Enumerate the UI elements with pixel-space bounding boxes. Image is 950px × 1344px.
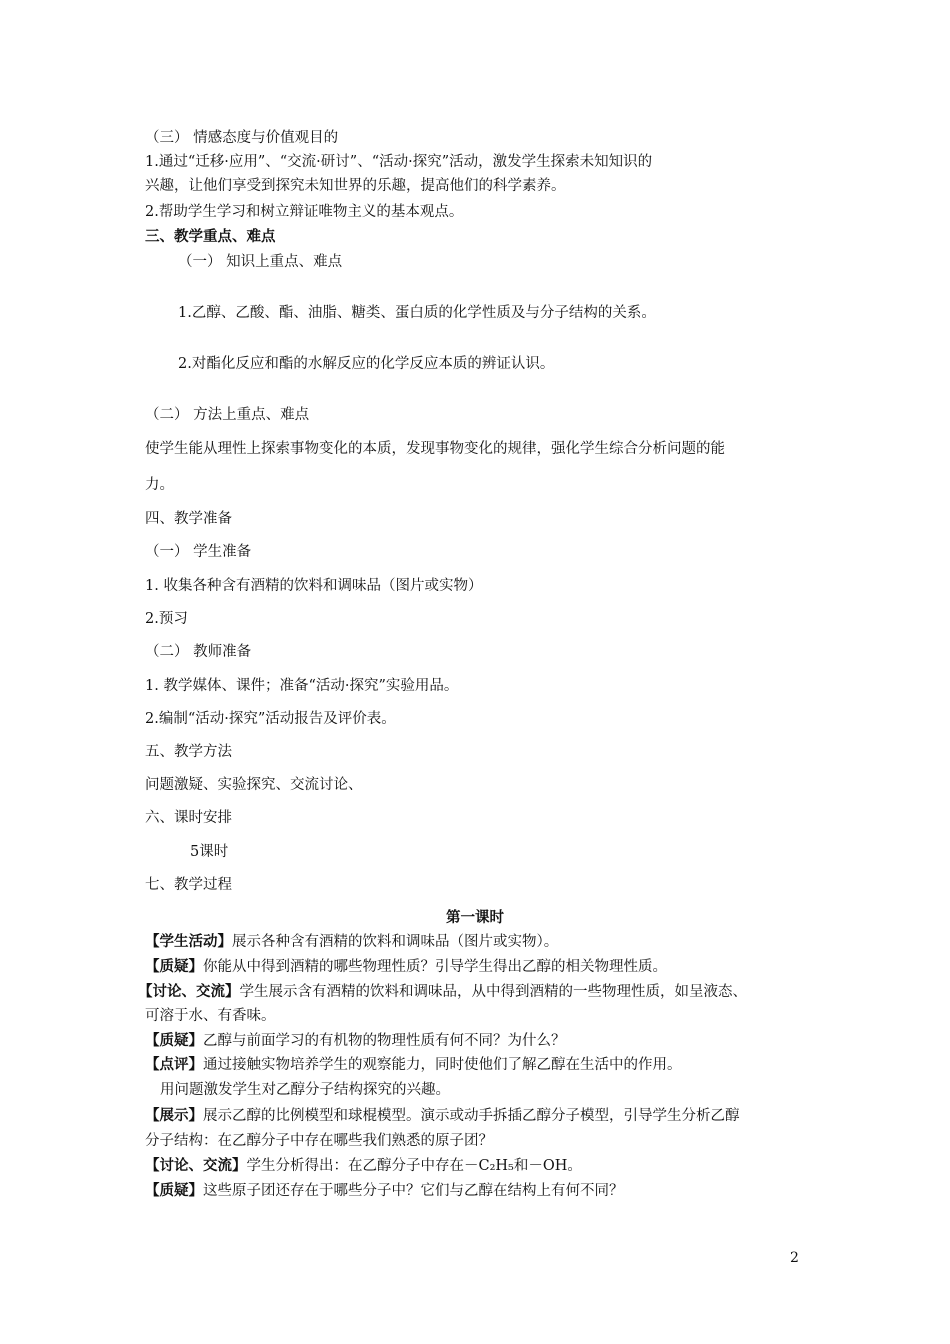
- dialog-tag: 【展示】: [145, 1107, 203, 1124]
- dialog-text: 这些原子团还存在于哪些分子中？它们与乙醇在结构上有何不同？: [203, 1183, 624, 1199]
- dialog-text: 展示乙醇的比例模型和球棍模型。演示或动手拆插乙醇分子模型，引导学生分析乙醇: [203, 1108, 740, 1124]
- dialog-text: 乙醇与前面学习的有机物的物理性质有何不同？为什么？: [203, 1033, 566, 1049]
- dialog-line: [145, 957, 667, 977]
- dialog-line: [160, 1080, 450, 1100]
- list-item: 2.预习: [145, 611, 188, 627]
- dialog-line: [145, 932, 558, 952]
- section-heading: 七、教学过程: [145, 877, 232, 893]
- section-heading: 三、教学重点、难点: [145, 228, 276, 245]
- dialog-text: 可溶于水、有香味。: [145, 1008, 276, 1024]
- list-item: 2.编制“活动·探究”活动报告及评价表。: [145, 711, 396, 727]
- dialog-text: 展示各种含有酒精的饮料和调味品（图片或实物）。: [232, 934, 559, 950]
- list-item: 1. 教学媒体、课件；准备“活动·探究”实验用品。: [145, 678, 459, 694]
- dialog-tag: 【点评】: [145, 1056, 203, 1073]
- subheading: （一） 知识上重点、难点: [178, 254, 343, 270]
- paragraph-line: 2.帮助学生学习和树立辩证唯物主义的基本观点。: [145, 204, 464, 220]
- section-heading: 四、教学准备: [145, 511, 232, 527]
- dialog-tag: 【质疑】: [145, 1032, 203, 1049]
- lesson-title: 第一课时: [446, 909, 504, 926]
- paragraph-line: 问题激疑、实验探究、交流讨论、: [145, 777, 363, 793]
- dialog-line: [145, 1131, 493, 1151]
- dialog-line: [145, 1055, 682, 1075]
- dialog-text: 分子结构：在乙醇分子中存在哪些我们熟悉的原子团？: [145, 1133, 493, 1149]
- dialog-line: [145, 1106, 740, 1126]
- paragraph-line: 1.通过“迁移·应用”、“交流·研讨”、“活动·探究”活动，激发学生探索未知知识的: [145, 154, 653, 170]
- section-heading: 五、教学方法: [145, 744, 232, 760]
- dialog-text: 你能从中得到酒精的哪些物理性质？引导学生得出乙醇的相关物理性质。: [203, 959, 667, 975]
- dialog-line: [145, 1156, 582, 1176]
- dialog-text: 通过接触实物培养学生的观察能力，同时使他们了解乙醇在生活中的作用。: [203, 1057, 682, 1073]
- dialog-text: 用问题激发学生对乙醇分子结构探究的兴趣。: [160, 1082, 450, 1098]
- dialog-tag: 【学生活动】: [145, 933, 232, 950]
- subheading: （二） 方法上重点、难点: [145, 407, 310, 423]
- paragraph-line: 使学生能从理性上探索事物变化的本质，发现事物变化的规律，强化学生综合分析问题的能: [145, 441, 725, 457]
- list-item: 1.乙醇、乙酸、酯、油脂、糖类、蛋白质的化学性质及与分子结构的关系。: [178, 305, 656, 321]
- page-number: 2: [790, 1250, 799, 1266]
- dialog-line: [138, 982, 747, 1002]
- dialog-line: [145, 1006, 276, 1026]
- paragraph-line: 兴趣，让他们享受到探究未知世界的乐趣，提高他们的科学素养。: [145, 178, 566, 194]
- paragraph-line: 力。: [145, 477, 174, 493]
- dialog-tag: 【讨论、交流】: [138, 983, 240, 1000]
- list-item: 1. 收集各种含有酒精的饮料和调味品（图片或实物）: [145, 578, 483, 594]
- dialog-line: [145, 1031, 566, 1051]
- paragraph-line: 5课时: [190, 844, 229, 860]
- dialog-line: [145, 1181, 624, 1201]
- subheading: （一） 学生准备: [145, 544, 252, 560]
- dialog-tag: 【质疑】: [145, 958, 203, 975]
- dialog-text: 学生分析得出：在乙醇分子中存在－C₂H₅和－OH。: [246, 1158, 582, 1174]
- list-item: 2.对酯化反应和酯的水解反应的化学反应本质的辨证认识。: [178, 356, 555, 372]
- dialog-tag: 【质疑】: [145, 1182, 203, 1199]
- heading-emotion: （三） 情感态度与价值观目的: [145, 130, 339, 146]
- dialog-tag: 【讨论、交流】: [145, 1157, 247, 1174]
- subheading: （二） 教师准备: [145, 644, 252, 660]
- dialog-text: 学生展示含有酒精的饮料和调味品，从中得到酒精的一些物理性质，如呈液态、: [239, 984, 747, 1000]
- section-heading: 六、课时安排: [145, 810, 232, 826]
